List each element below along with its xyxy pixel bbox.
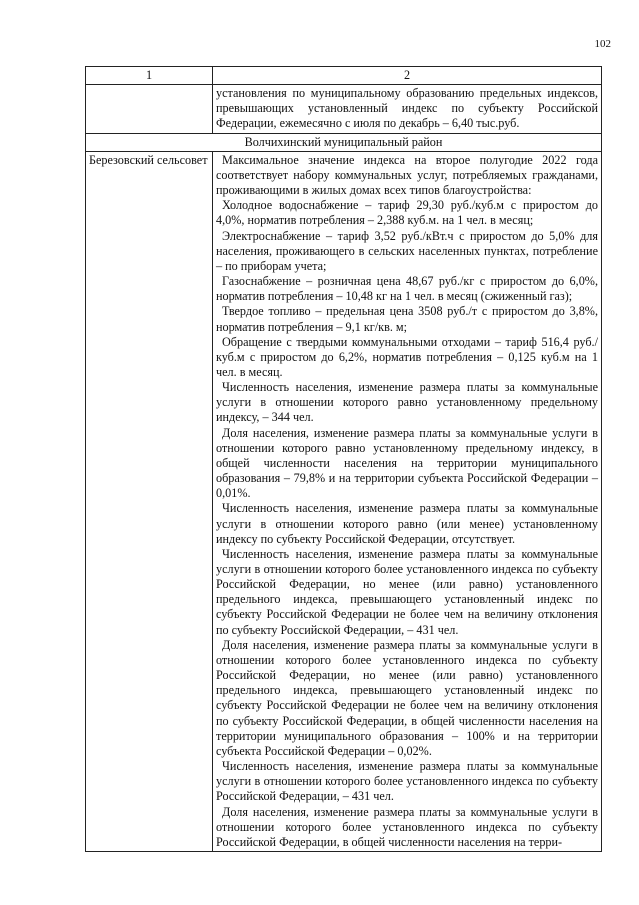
paragraph: Газоснабжение – розничная цена 48,67 руб./кг с приростом до 6,0%, норматив потребления – 10,48 кг на 1 чел. в месяц (сжиженный газ);	[216, 274, 598, 304]
table-row	[86, 151, 602, 851]
empty-cell	[86, 85, 213, 133]
section-row	[86, 133, 602, 151]
column-header-2: 2	[213, 67, 602, 85]
continuation-text: установления по муниципальному образованию предельных индексов, превышающих установленный индекс по субъекту Российской Федерации, ежемесячно с июля по декабрь – 6,40 тыс.руб.	[213, 85, 602, 133]
table-header-row	[86, 67, 602, 85]
paragraph: Численность населения, изменение размера платы за коммунальные услуги в отношении которого равно (или менее) установленному индексу по субъекту Российской Федерации, отсутствует.	[216, 501, 598, 546]
paragraph: Холодное водоснабжение – тариф 29,30 руб./куб.м с приростом до 4,0%, норматив потребления – 2,388 куб.м. на 1 чел. в месяц;	[216, 198, 598, 228]
document-table	[85, 66, 602, 852]
paragraph: Доля населения, изменение размера платы за коммунальные услуги в отношении которого равно установленному предельному индексу, в общей численности населения на территории муниципального образования – 79,8% и на территории субъекта Российской Федерации – 0,01%.	[216, 425, 598, 501]
paragraph: Доля населения, изменение размера платы за коммунальные услуги в отношении которого более установленного индекса по субъекту Российской Федерации, в общей численности населения на терри-	[216, 804, 598, 849]
section-title: Волчихинский муниципальный район	[86, 133, 602, 151]
paragraph: Твердое топливо – предельная цена 3508 руб./т с приростом до 3,8%, норматив потребления – 9,1 кг/кв. м;	[216, 304, 598, 334]
paragraph: Обращение с твердыми коммунальными отходами – тариф 516,4 руб./куб.м с приростом до 6,2%, норматив потребления – 0,125 куб.м на 1 чел. в месяц.	[216, 334, 598, 379]
continuation-row	[86, 85, 602, 133]
column-header-1: 1	[86, 67, 213, 85]
paragraph: Доля населения, изменение размера платы за коммунальные услуги в отношении которого более установленного индекса по субъекту Российской Федерации, но менее (или равно) установленного предельного индекса, превышающего установленный индекс по субъекту Российской Федерации не более чем на величину отклонения по субъекту Российской Федерации, в общей численности населения на территории муниципального образования – 100% и на территории субъекта Российской Федерации – 0,02%.	[216, 637, 598, 758]
paragraph: Численность населения, изменение размера платы за коммунальные услуги в отношении которого более установленного индекса по субъекту Российской Федерации, – 431 чел.	[216, 759, 598, 804]
paragraph: Электроснабжение – тариф 3,52 руб./кВт.ч с приростом до 5,0% для населения, проживающего в сельских населенных пунктах, потребление – по приборам учета;	[216, 228, 598, 273]
paragraph: Численность населения, изменение размера платы за коммунальные услуги в отношении которого равно установленному предельному индексу, – 344 чел.	[216, 380, 598, 425]
description-cell	[213, 151, 602, 851]
paragraph: Максимальное значение индекса на второе полугодие 2022 года соответствует набору коммунальных услуг, потребляемых гражданами, проживающими в жилых домах всех типов благоустройства:	[216, 152, 598, 198]
page-number: 102	[594, 38, 611, 50]
paragraph: Численность населения, изменение размера платы за коммунальные услуги в отношении которого более установленного индекса по субъекту Российской Федерации, но менее (или равно) установленного предельного индекса, превышающего установленный индекс по субъекту Российской Федерации не более чем на величину отклонения по субъекту Российской Федерации, – 431 чел.	[216, 546, 598, 637]
municipality-name: Березовский сельсовет	[86, 151, 213, 851]
